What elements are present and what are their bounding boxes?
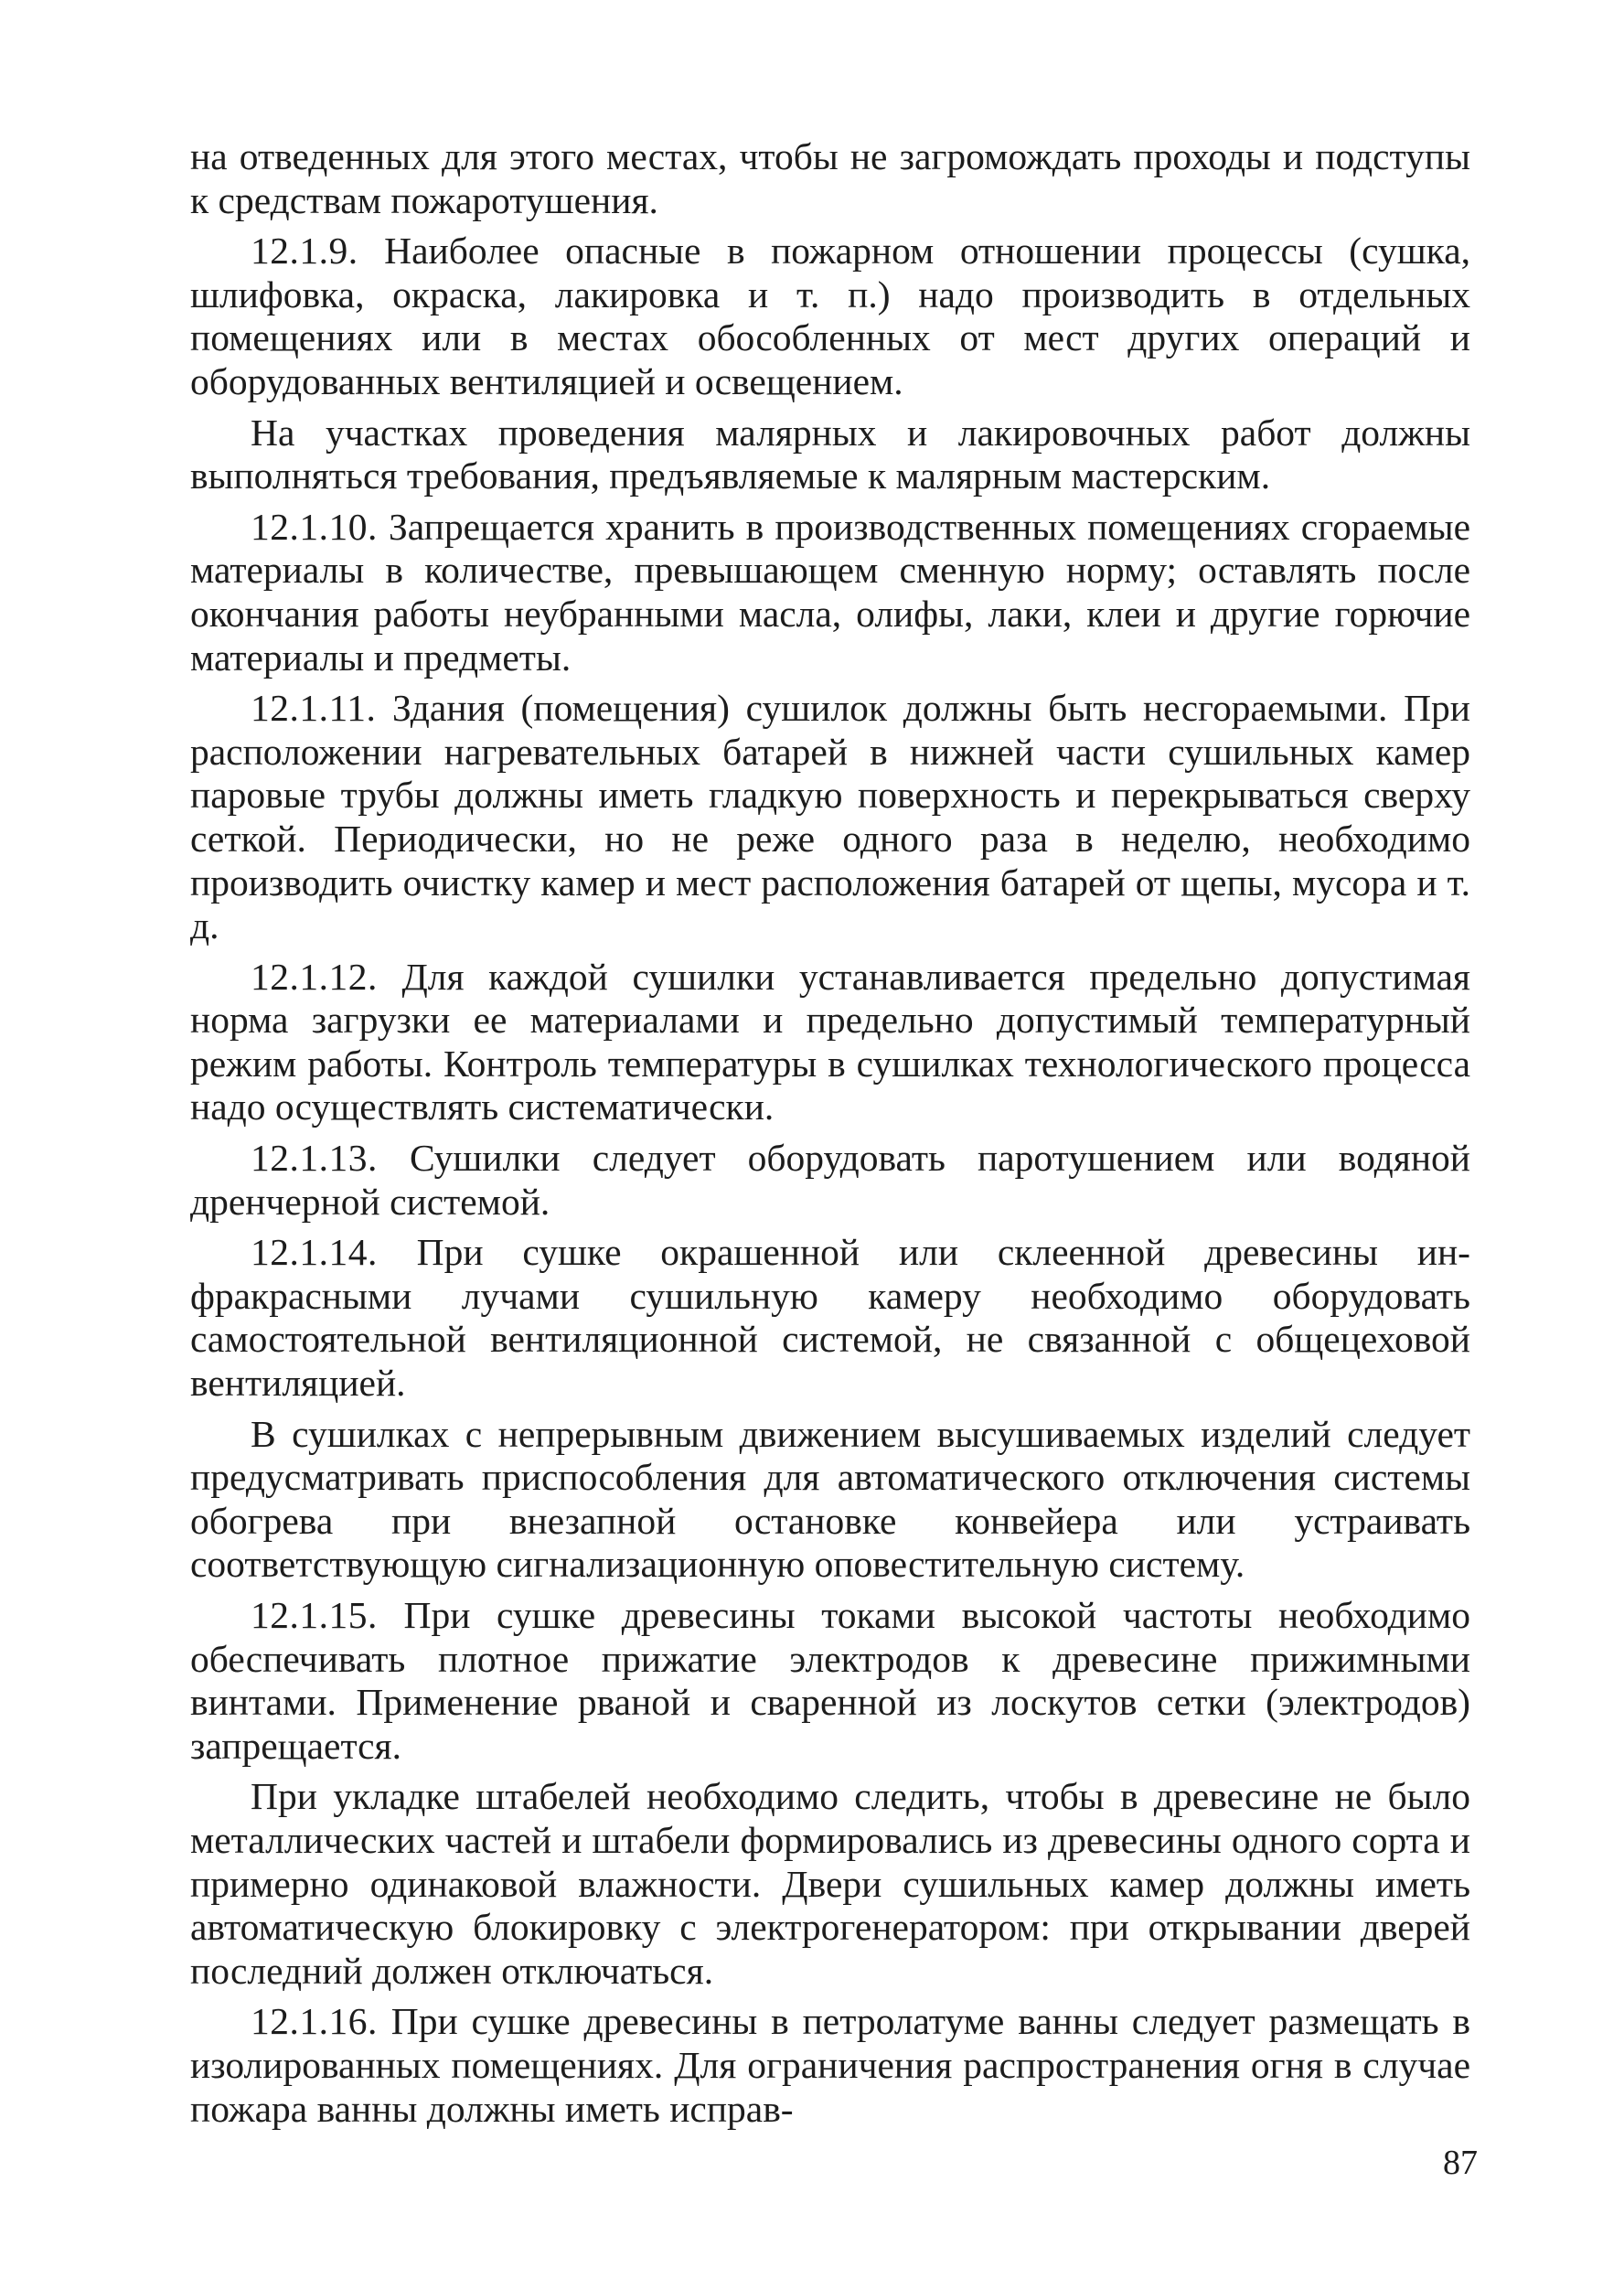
- clause-number: 12.1.15.: [251, 1594, 378, 1636]
- paragraph-text: На участках проведения малярных и лакировочных работ должны выполняться требования, предъявляемые к малярным мастерским.: [190, 411, 1470, 497]
- clause-number: 12.1.9.: [251, 230, 358, 273]
- paragraph-12-1-13: [190, 1137, 1470, 1224]
- clause-number: 12.1.16.: [251, 2000, 378, 2043]
- paragraph-text: При сушке древесины в петролатуме ванны следует размещать в изолированных помещениях. Для ограничения распространения огня в случае пожара ванны должны иметь исправ-: [190, 2000, 1470, 2130]
- clause-number: 12.1.14.: [251, 1231, 378, 1274]
- clause-number: 12.1.10.: [251, 505, 378, 548]
- paragraph-12-1-9: [190, 230, 1470, 403]
- paragraph-painting-sites: [190, 412, 1470, 498]
- paragraph-text: Здания (помещения) сушилок должны быть несгораемыми. При расположении нагревательных батарей в нижней части сушильных камер паровые трубы должны иметь гладкую поверхность и перекрываться сверху сеткой. Периодически, но не реже одного раза в неделю, необходимо производить очистку камер и мест расположения батарей от щепы, мусора и т. д.: [190, 687, 1470, 947]
- paragraph-text: Наиболее опасные в пожарном отношении процессы (сушка, шлифовка, окраска, лакировка и т. п.) надо производить в отдельных помещениях или в местах обособленных от мест других операций и оборудованных вентиляцией и освещением.: [190, 230, 1470, 402]
- paragraph-text: При сушке древесины токами высокой частоты необходимо обеспечивать плотное прижатие электродов к древесине прижимными винтами. Применение рваной и сваренной из лоскутов сетки (электродов) запрещается.: [190, 1594, 1470, 1767]
- paragraph-text: Сушилки следует оборудовать паротушением или водяной дренчерной системой.: [190, 1137, 1470, 1223]
- paragraph-continuous-dryers: [190, 1413, 1470, 1587]
- paragraph-stacking: [190, 1775, 1470, 1993]
- paragraph-12-1-12: [190, 956, 1470, 1129]
- page-body: [190, 135, 1470, 2138]
- paragraph-12-1-14: [190, 1231, 1470, 1405]
- paragraph-text: При сушке окрашенной или склеенной древесины инфракрасными лучами сушильную камеру необходимо оборудовать самостоятельной вентиляционной системой, не связанной с общецеховой вентиляцией.: [190, 1231, 1470, 1405]
- paragraph-12-1-15: [190, 1594, 1470, 1768]
- paragraph-12-1-11: [190, 687, 1470, 948]
- clause-number: 12.1.13.: [251, 1137, 378, 1180]
- paragraph-continuation: [190, 135, 1470, 222]
- clause-number: 12.1.12.: [251, 955, 378, 998]
- paragraph-text: на отведенных для этого местах, чтобы не загромождать проходы и подступы к средствам пожаротушения.: [190, 135, 1470, 221]
- paragraph-text: В сушилках с непрерывным движением высушиваемых изделий следует предусматривать приспособления для автоматического отключения системы обогрева при внезапной остановке конвейера или устраивать соответствующую сигнализационную оповестительную систему.: [190, 1412, 1470, 1586]
- clause-number: 12.1.11.: [251, 687, 377, 730]
- paragraph-12-1-10: [190, 506, 1470, 679]
- paragraph-text: Для каждой сушилки устанавливается предельно допустимая норма загрузки ее материалами и предельно допустимый температурный режим работы. Контроль температуры в сушилках технологического процесса надо осуществлять систематически.: [190, 955, 1470, 1128]
- page-number: 87: [1443, 2144, 1478, 2182]
- paragraph-text: При укладке штабелей необходимо следить, чтобы в древесине не было металлических частей и штабели формировались из древесины одного сорта и примерно одинаковой влажности. Двери сушильных камер должны иметь автоматическую блокировку с электрогенератором: при открывании дверей последний должен отключаться.: [190, 1775, 1470, 1992]
- paragraph-12-1-16: [190, 2000, 1470, 2131]
- paragraph-text: Запрещается хранить в производственных помещениях сгораемые материалы в количестве, превышающем сменную норму; оставлять после окончания работы неубранными масла, олифы, лаки, клеи и другие горючие материалы и предметы.: [190, 505, 1471, 679]
